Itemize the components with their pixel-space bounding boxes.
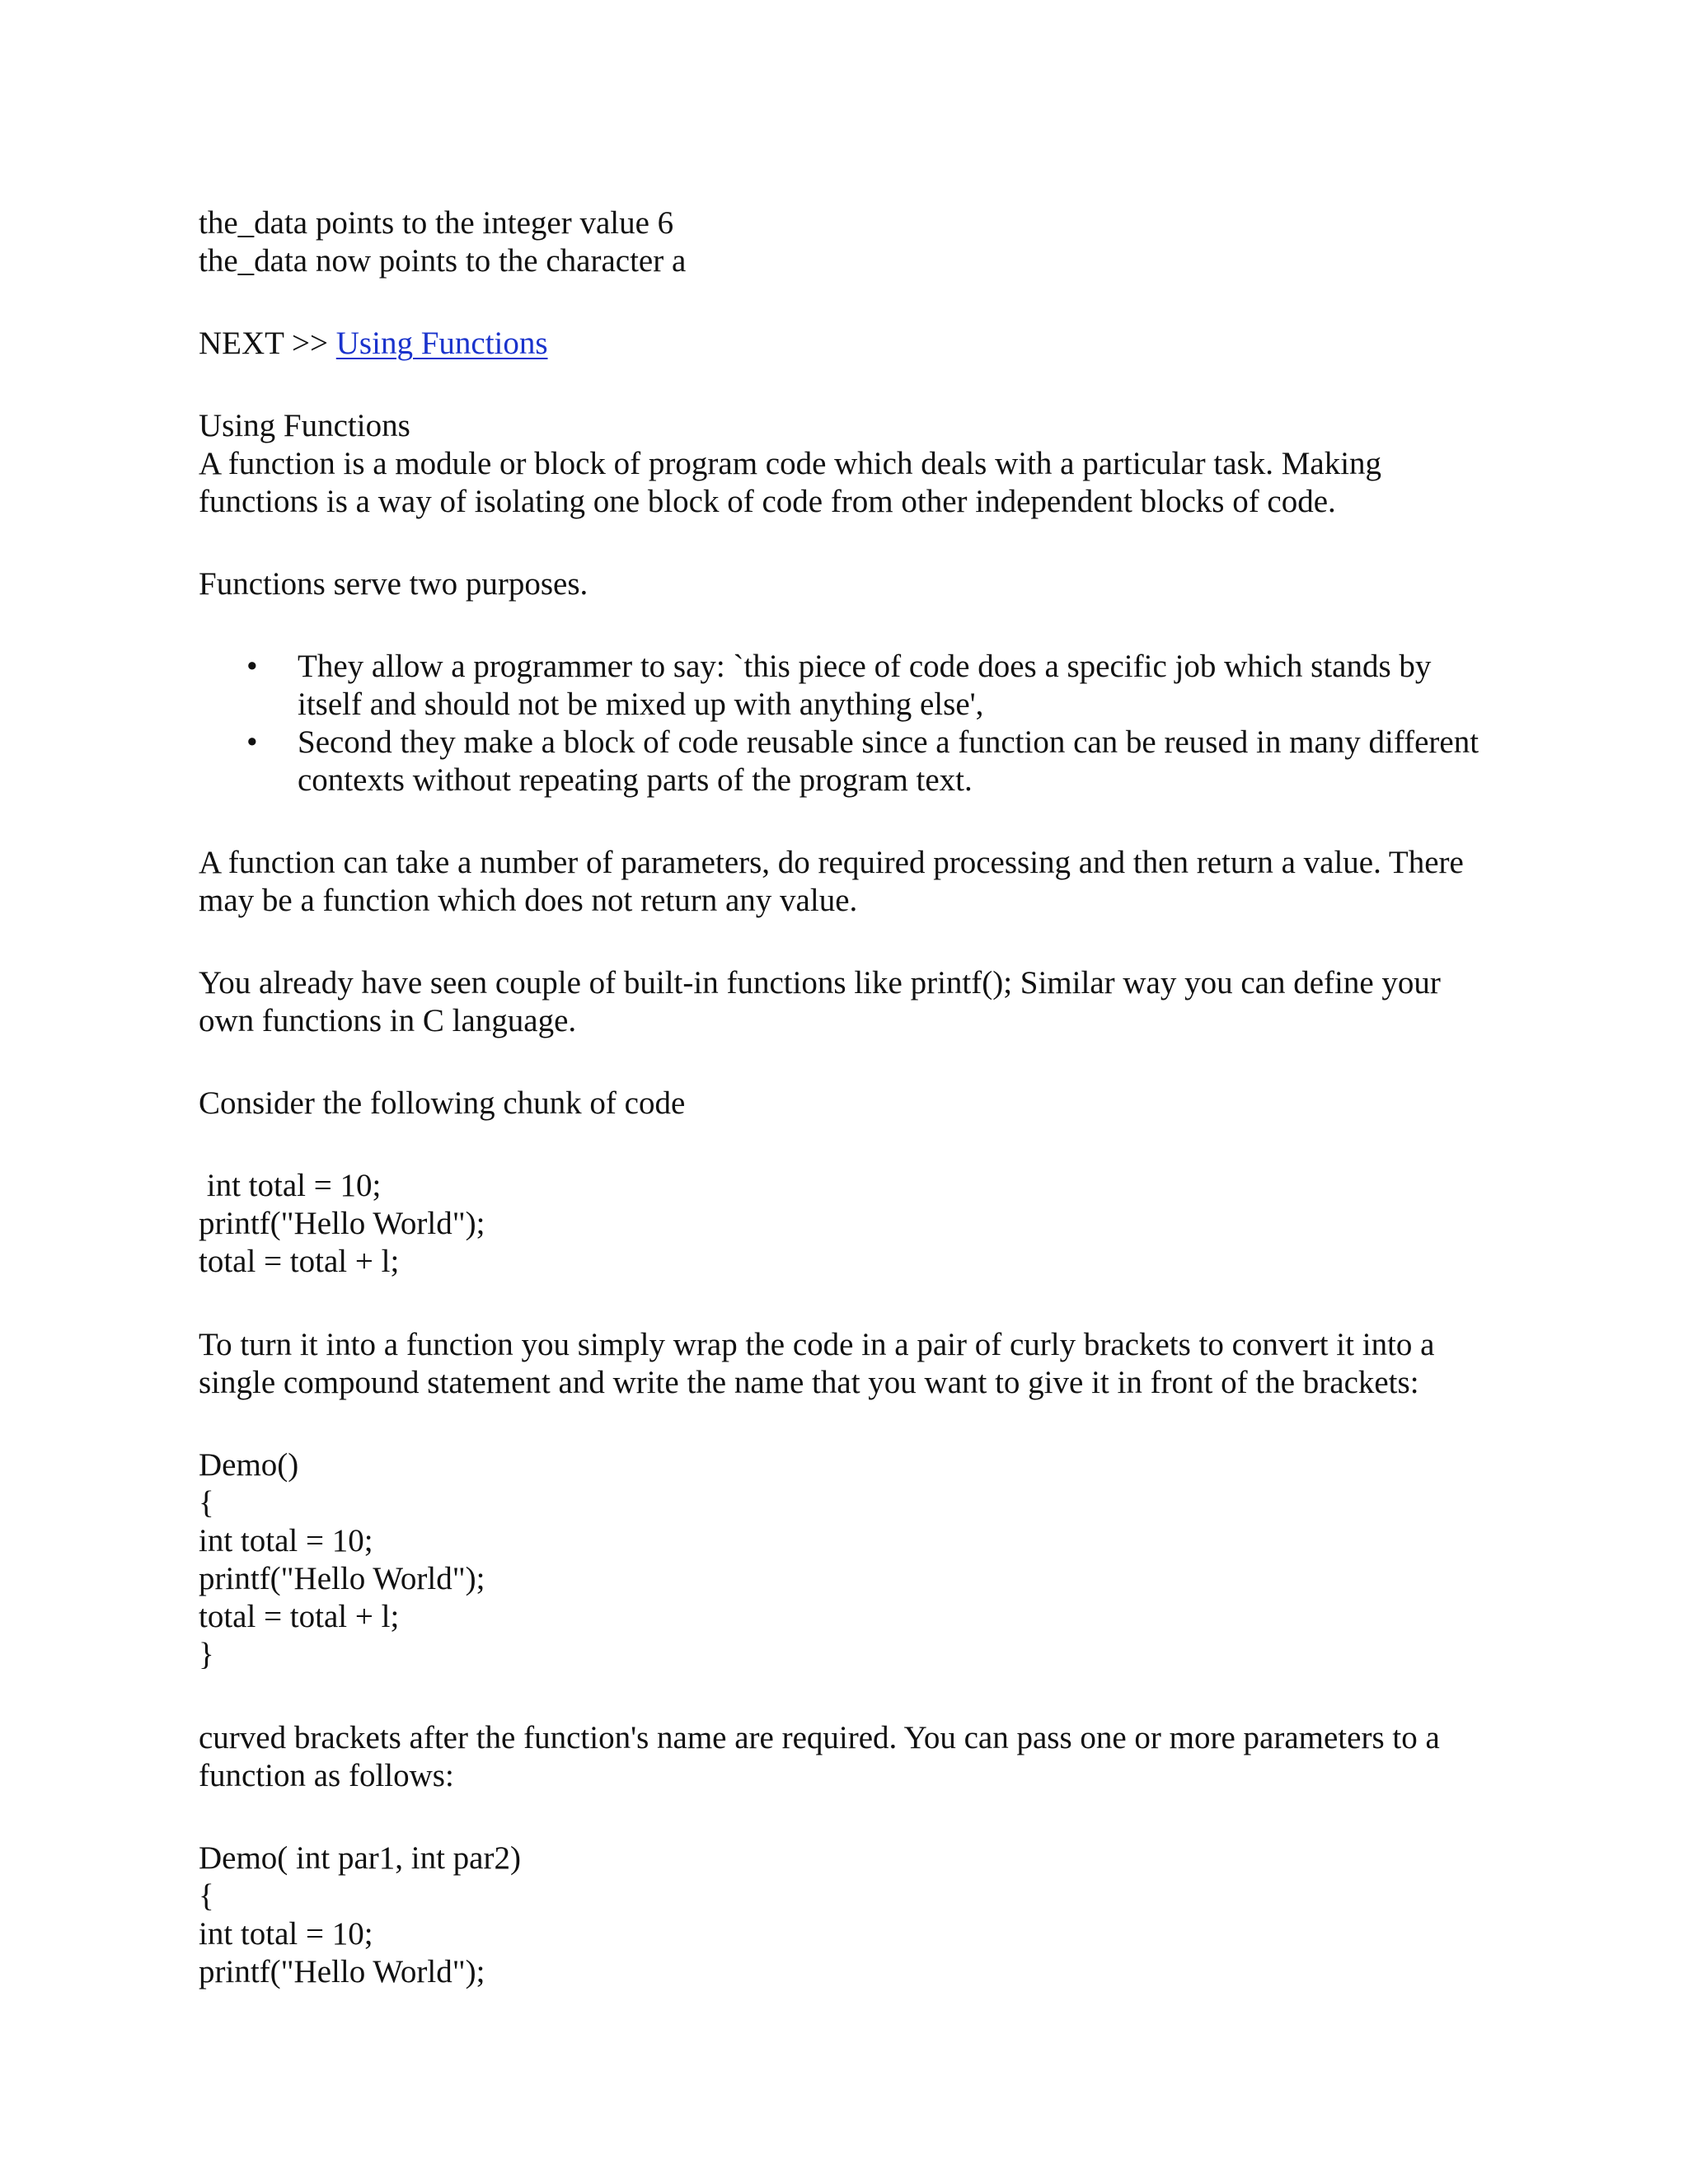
paragraph-parameters: A function can take a number of parameters, do required processing and then return a value. There may be a function which does not return any value.: [199, 845, 1464, 918]
paragraph-curved-brackets: curved brackets after the function's name are required. You can pass one or more parameters to a function as follows:: [199, 1720, 1440, 1793]
purposes-list: [199, 648, 1501, 799]
next-nav-prefix: NEXT >>: [199, 326, 336, 361]
paragraph-purposes: Functions serve two purposes.: [199, 566, 588, 602]
code-block-1: [199, 1167, 1501, 1281]
code-line: Demo( int par1, int par2): [199, 1840, 521, 1876]
list-item-text: They allow a programmer to say: `this piece of code does a specific job which stands by itself and should not be mixed up with anything else',: [298, 649, 1432, 722]
document-page: [199, 204, 1501, 1991]
next-nav: [199, 325, 1501, 363]
code-line: {: [199, 1878, 214, 1914]
paragraph-function-definition: A function is a module or block of program code which deals with a particular task. Making functions is a way of isolating one block of code from other independent blocks of code.: [199, 446, 1382, 519]
paragraph-wrap-function: To turn it into a function you simply wrap the code in a pair of curly brackets to convert it into a single compound statement and write the name that you want to give it in front of the brackets:: [199, 1327, 1435, 1400]
paragraph-consider-code: Consider the following chunk of code: [199, 1085, 686, 1121]
code-block-2: [199, 1446, 1501, 1674]
code-line: printf("Hello World");: [199, 1561, 485, 1596]
using-functions-link[interactable]: Using Functions: [335, 326, 548, 361]
list-item: [199, 648, 1501, 724]
list-item-text: Second they make a block of code reusable since a function can be reused in many different contexts without repeating parts of the program text.: [298, 724, 1479, 798]
code-line: Demo(): [199, 1447, 299, 1483]
code-line: int total = 10;: [199, 1916, 373, 1952]
bullet-icon: •: [246, 724, 258, 760]
section-title: Using Functions: [199, 408, 410, 443]
paragraph-builtin-functions: You already have seen couple of built-in functions like printf(); Similar way you can define your own functions in C language.: [199, 965, 1441, 1038]
code-line: int total = 10;: [199, 1523, 373, 1558]
code-line: {: [199, 1485, 214, 1521]
code-line: int total = 10;: [199, 1168, 382, 1203]
code-line: }: [199, 1637, 214, 1672]
list-item: [199, 724, 1501, 799]
intro-line: the_data points to the integer value 6: [199, 205, 674, 241]
code-block-3: [199, 1840, 1501, 1991]
code-line: total = total + l;: [199, 1244, 400, 1279]
intro-line: the_data now points to the character a: [199, 243, 687, 279]
code-line: printf("Hello World");: [199, 1206, 485, 1241]
code-line: printf("Hello World");: [199, 1954, 485, 1990]
bullet-icon: •: [246, 649, 258, 684]
code-line: total = total + l;: [199, 1599, 400, 1634]
